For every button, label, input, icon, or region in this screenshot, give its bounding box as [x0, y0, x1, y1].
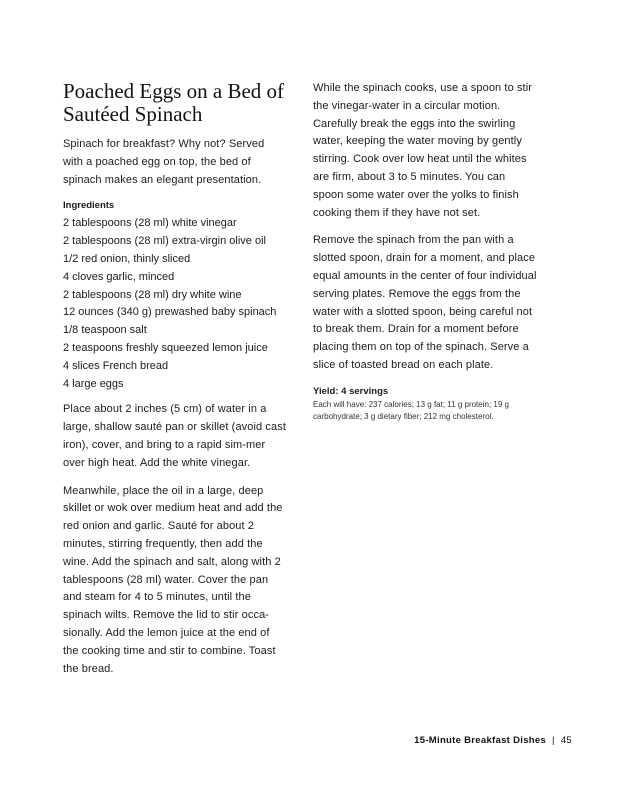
ingredient-item: 4 cloves garlic, minced [63, 270, 175, 283]
page-footer [414, 734, 572, 748]
footer-separator: | [552, 735, 555, 746]
ingredient-item: 1/8 teaspoon salt [63, 324, 147, 337]
ingredients-heading: Ingredients [63, 200, 115, 212]
ingredient-item: 12 ounces (340 g) prewashed baby spinach [63, 306, 277, 319]
ingredient-item: 2 teaspoons freshly squeezed lemon juice [63, 341, 268, 354]
nutrition-info: Each will have: 237 calories; 13 g fat; 11 g protein; 19 g carbohydrate; 3 g dietary fiber; 212 mg cholesterol. [313, 399, 509, 422]
ingredients-list [63, 215, 287, 393]
recipe-title-line-2: Sautéed Spinach [63, 102, 203, 126]
left-column [63, 80, 287, 688]
recipe-title [63, 80, 287, 126]
yield-heading: Yield: 4 servings [313, 385, 389, 397]
footer-section-title: 15-Minute Breakfast Dishes [414, 735, 547, 746]
step-paragraph-2: Meanwhile, place the oil in a large, deep skillet or wok over medium heat and add the red onion and garlic. Sauté for about 2 minutes, stirring frequently, then add the wine. Add the spinach and salt, along with 2 tablespoons (28 ml) water. Cover the pan and steam for 4 to 5 minutes, until the spinach wilts. Remove the lid to stir occa-sionally. Add the lemon juice at the end of the cooking time and stir to combine. Toast the bread. [63, 484, 283, 675]
ingredient-item: 1/2 red onion, thinly sliced [63, 252, 191, 265]
ingredient-item: 2 tablespoons (28 ml) white vinegar [63, 217, 237, 230]
step-paragraph-4: Remove the spinach from the pan with a slotted spoon, drain for a moment, and place equal amounts in the center of four individual serving plates. Remove the eggs from the water with a slotted spoon, being careful not to break them. Drain for a moment before placing them on top of the spinach. Serve a slice of toasted bread on each plate. [313, 234, 537, 371]
step-paragraph-3: While the spinach cooks, use a spoon to stir the vinegar-water in a circular motion. Carefully break the eggs into the swirling water, keeping the water moving by gently stirring. Cook over low heat until the whites are firm, about 3 to 5 minutes. You can spoon some water over the yolks to finish cooking them if they have not set. [313, 82, 533, 219]
ingredient-item: 2 tablespoons (28 ml) extra-virgin olive oil [63, 235, 266, 248]
page-number: 45 [560, 735, 572, 746]
right-column [313, 80, 537, 424]
step-paragraph-1: Place about 2 inches (5 cm) of water in a large, shallow sauté pan or skillet (avoid cast iron), cover, and bring to a rapid sim-mer over high heat. Add the white vinegar. [63, 403, 286, 469]
ingredient-item: 4 large eggs [63, 377, 124, 390]
ingredient-item: 4 slices French bread [63, 359, 169, 372]
recipe-title-line-1: Poached Eggs on a Bed of [63, 79, 285, 103]
recipe-intro: Spinach for breakfast? Why not? Served with a poached egg on top, the bed of spinach makes an elegant presentation. [63, 138, 265, 186]
ingredient-item: 2 tablespoons (28 ml) dry white wine [63, 288, 242, 301]
